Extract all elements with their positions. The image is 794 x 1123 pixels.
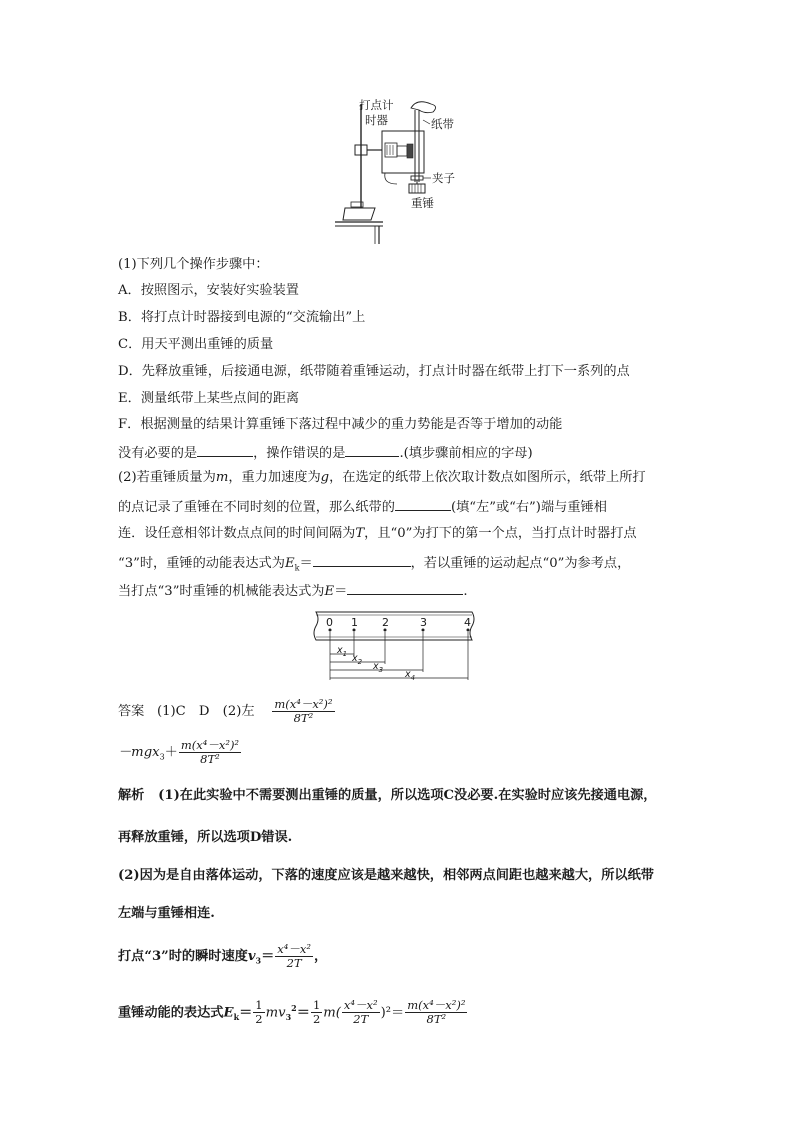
equals-sign: ＝ <box>261 949 275 964</box>
q2-blank-end[interactable] <box>395 497 451 511</box>
x-symbol: x <box>337 645 343 656</box>
fraction-denominator: 2T <box>286 956 302 970</box>
q2-text: 连．设任意相邻计数点点间的时间间隔为 <box>118 526 356 541</box>
q2-text: (填“左”或“右”)端与重锤相 <box>450 500 607 515</box>
var-E: E <box>284 556 295 571</box>
q1-ask-text-c: .(填步骤前相应的字母) <box>399 446 533 461</box>
q2-text: “3”时，重锤的动能表达式为 <box>118 556 285 571</box>
fraction-numerator: x⁴－x² <box>277 942 311 956</box>
subscript: 3 <box>255 955 262 966</box>
x-symbol: x <box>405 669 411 680</box>
label-tape: 纸带 <box>431 117 454 131</box>
subscript: 4 <box>410 673 416 682</box>
q2-text: ，重力加速度为 <box>228 470 321 485</box>
var-v: v <box>247 949 256 964</box>
var-g: g <box>320 470 330 485</box>
subscript: 3 <box>285 1012 292 1023</box>
half-fraction <box>253 999 264 1026</box>
answer-term: －mgx <box>118 745 160 760</box>
tape-point-0: 0 <box>326 616 333 629</box>
subscript: k <box>294 563 300 573</box>
q1-ask-text-b: ，操作错误的是 <box>253 446 346 461</box>
q2-text: ，且“0”为打下的第一个点，当打点计时器打点 <box>364 526 637 541</box>
subscript: 3 <box>159 752 165 762</box>
fraction-numerator: 1 <box>312 998 321 1013</box>
period: . <box>463 584 468 599</box>
term-mv: mv <box>265 1005 286 1021</box>
fraction-denominator: 8T² <box>293 711 314 725</box>
inner-fraction <box>342 999 380 1026</box>
fraction-denominator: 8T² <box>200 752 220 766</box>
fraction-denominator: 2T <box>353 1012 369 1027</box>
q1-option-b: B．将打点计时器接到电源的“交流输出”上 <box>118 310 366 325</box>
q1-option-a: A．按照图示，安装好实验装置 <box>118 283 299 298</box>
fraction-numerator: m(x⁴－x²)² <box>180 738 240 752</box>
analysis-velocity <box>118 942 327 976</box>
comma: ， <box>314 949 328 964</box>
label-x4 <box>405 668 415 685</box>
q2-text: ，若以重锤的运动起点“0”为参考点， <box>410 556 631 571</box>
var-E: E <box>223 1005 234 1021</box>
answer-line2 <box>118 738 242 773</box>
subscript: k <box>233 1012 240 1023</box>
q1-ask-text-a: 没有必要的是 <box>118 446 198 461</box>
subscript: 2 <box>357 657 363 666</box>
q1-intro: (1)下列几个操作步骤中： <box>118 257 269 272</box>
tape-point-4: 4 <box>464 616 471 629</box>
label-x1 <box>337 644 347 661</box>
analysis-text: (1)在此实验中不需要测出重锤的质量，所以选项C没必要.在实验时应该先接通电源， <box>158 788 657 803</box>
q2-line3 <box>118 525 637 543</box>
tape-point-2: 2 <box>382 616 389 629</box>
analysis-line4: 左端与重锤相连. <box>118 906 215 921</box>
q2-blank-e[interactable] <box>347 581 463 595</box>
q2-text: ，在选定的纸带上依次取计数点如图所示，纸带上所打 <box>329 470 646 485</box>
answer-fraction-1 <box>272 698 334 725</box>
label-timer-line1: 打点计 <box>359 98 394 112</box>
q2-blank-ek[interactable] <box>313 553 411 567</box>
plus-sign: ＋ <box>164 745 178 760</box>
analysis-line3: (2)因为是自由落体运动，下落的速度应该是越来越快，相邻两点间距也越来越大，所以纸带 <box>118 868 654 883</box>
q2-line5 <box>118 581 468 601</box>
fraction-denominator: 8T² <box>426 1012 447 1027</box>
fraction-denominator: 2 <box>255 1012 263 1027</box>
analysis-line2: 再释放重锤，所以选项D错误. <box>118 830 293 845</box>
x-symbol: x <box>373 661 379 672</box>
term-m: m( <box>323 1005 341 1021</box>
apparatus-figure <box>335 96 475 246</box>
equals-sign: ＝ <box>296 1005 310 1021</box>
velocity-fraction <box>275 943 313 970</box>
q2-line4 <box>118 553 630 578</box>
q2-line1 <box>118 469 646 487</box>
analysis-text: 重锤动能的表达式 <box>118 1005 224 1021</box>
label-clip: 夹子 <box>432 171 455 185</box>
q1-option-e: E．测量纸带上某些点间的距离 <box>118 391 300 406</box>
fraction-numerator: m(x⁴－x²)² <box>407 998 466 1013</box>
q1-blank-unnecessary[interactable] <box>197 443 253 457</box>
label-x2 <box>352 652 362 669</box>
q1-option-d: D．先释放重锤，后接通电源，纸带随着重锤运动，打点计时器在纸带上打下一系列的点 <box>118 364 630 379</box>
equals-sign: ＝ <box>299 556 313 571</box>
close-paren-equals: )²＝ <box>380 1005 405 1021</box>
q2-text: 的点记录了重锤在不同时刻的位置，那么纸带的 <box>118 500 395 515</box>
var-T: T <box>355 526 365 541</box>
answer-line1 <box>118 697 336 727</box>
subscript: 3 <box>378 665 384 674</box>
superscript: 2 <box>291 1003 297 1013</box>
tape-point-1: 1 <box>351 616 358 629</box>
q2-text: (2)若重锤质量为 <box>118 470 216 485</box>
fraction-numerator: 1 <box>255 998 263 1013</box>
tape-point-3: 3 <box>420 616 427 629</box>
answer-fraction-2 <box>179 739 241 766</box>
label-timer-line2: 时器 <box>365 113 388 127</box>
q1-blank-wrong[interactable] <box>345 443 399 457</box>
label-weight: 重锤 <box>411 196 434 210</box>
analysis-line1 <box>118 787 656 805</box>
q1-option-c: C．用天平测出重锤的质量 <box>118 337 274 352</box>
equals-sign: ＝ <box>334 584 348 599</box>
answer-label: 答案 <box>118 704 145 719</box>
analysis-text: 打点“3”时的瞬时速度 <box>118 949 248 964</box>
fraction-numerator: m(x⁴－x²)² <box>274 697 333 711</box>
fraction-denominator: 2 <box>312 1012 321 1027</box>
answer-part1: (1)C D (2)左 <box>156 704 255 719</box>
tape-diagram <box>310 610 485 690</box>
x-symbol: x <box>352 653 358 664</box>
subscript: 1 <box>342 649 348 658</box>
q2-line2 <box>118 497 607 517</box>
analysis-label: 解析 <box>118 788 145 803</box>
fraction-numerator: x⁴－x² <box>343 998 378 1013</box>
label-x3 <box>373 660 383 677</box>
q1-ask <box>118 443 533 463</box>
equals-sign: ＝ <box>239 1005 253 1021</box>
half-fraction-2 <box>311 999 322 1026</box>
result-fraction <box>405 999 467 1026</box>
q2-text: 当打点“3”时重锤的机械能表达式为 <box>118 584 325 599</box>
q1-option-f: F．根据测量的结果计算重锤下落过程中减少的重力势能是否等于增加的动能 <box>118 417 563 432</box>
var-E: E <box>324 584 335 599</box>
analysis-kinetic-energy <box>118 993 468 1032</box>
var-m: m <box>215 470 229 485</box>
